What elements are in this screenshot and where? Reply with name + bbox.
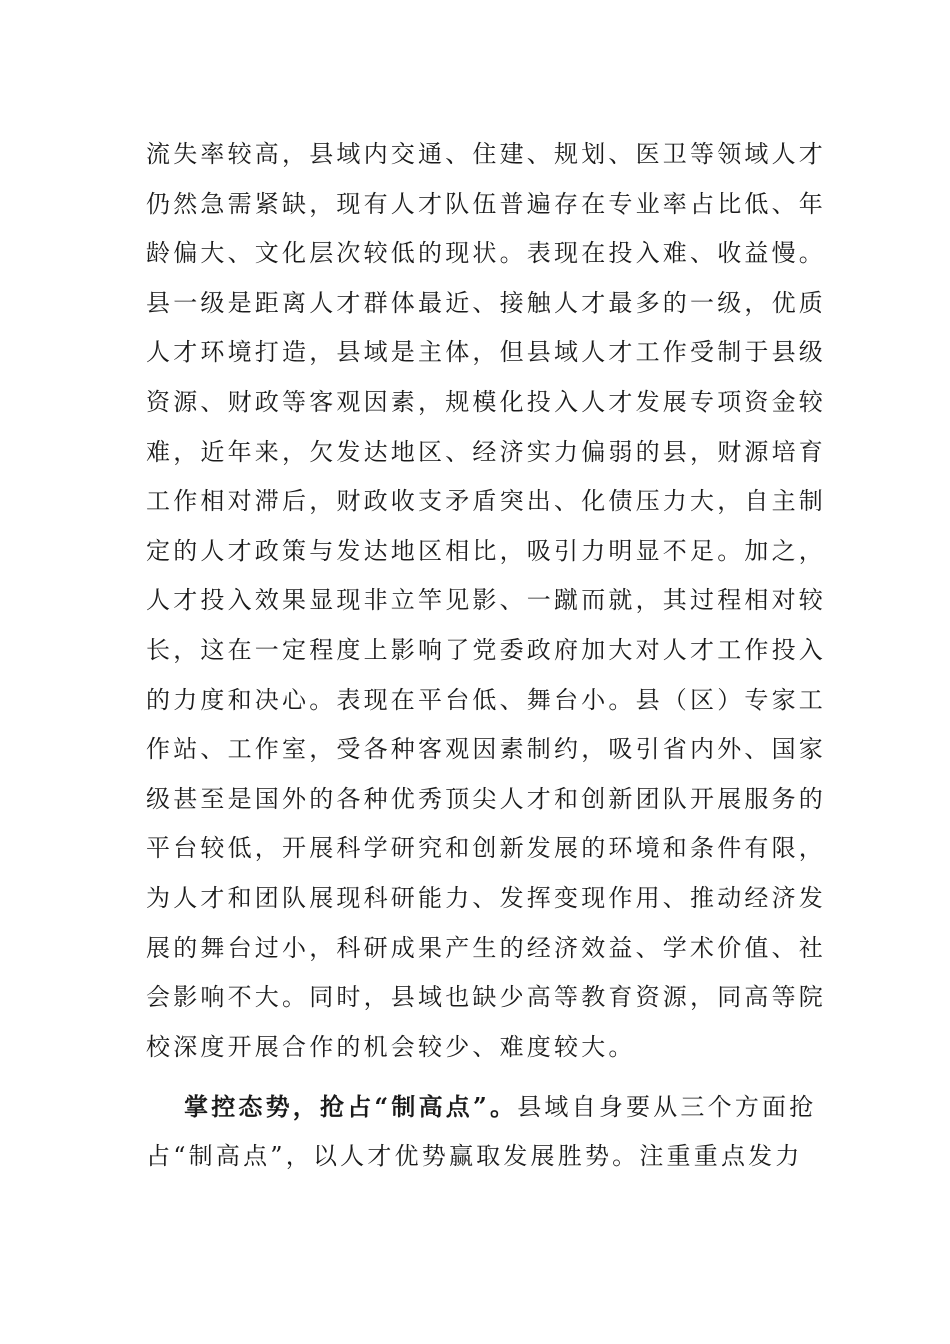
text-line: 的力度和决心。表现在平台低、舞台小。县（区）专家工 (146, 685, 826, 714)
text-line: 平台较低，开展科学研究和创新发展的环境和条件有限， (146, 834, 826, 863)
text-line: 人才环境打造，县域是主体，但县域人才工作受制于县级 (146, 338, 826, 367)
paragraph-heading: 掌控态势，抢占“制高点”。 (184, 1092, 518, 1122)
text-line: 占“制高点”，以人才优势赢取发展胜势。注重重点发力 (146, 1141, 803, 1170)
text-line: 校深度开展合作的机会较少、难度较大。 (146, 1032, 636, 1061)
text-line: 资源、财政等客观因素，规模化投入人才发展专项资金较 (146, 387, 826, 416)
text-line: 难，近年来，欠发达地区、经济实力偏弱的县，财源培育 (146, 437, 826, 466)
text-line: 人才投入效果显现非立竿见影、一蹴而就，其过程相对较 (146, 586, 826, 615)
paragraph-lead-text: 县域自身要从三个方面抢 (517, 1093, 817, 1122)
text-line: 龄偏大、文化层次较低的现状。表现在投入难、收益慢。 (146, 239, 826, 268)
paragraph-gap (146, 1072, 806, 1082)
text-line: 县一级是距离人才群体最近、接触人才最多的一级，优质 (146, 288, 826, 317)
paragraph-lead-line (146, 1082, 817, 1132)
text-line: 展的舞台过小，科研成果产生的经济效益、学术价值、社 (146, 933, 826, 962)
text-line: 流失率较高，县域内交通、住建、规划、医卫等领域人才 (146, 140, 826, 168)
text-line: 为人才和团队展现科研能力、发挥变现作用、推动经济发 (146, 883, 826, 912)
text-line: 定的人才政策与发达地区相比，吸引力明显不足。加之， (146, 536, 826, 565)
text-line: 仍然急需紧缺，现有人才队伍普遍存在专业率占比低、年 (146, 189, 826, 218)
text-line: 长，这在一定程度上影响了党委政府加大对人才工作投入 (146, 635, 826, 664)
body-text (146, 130, 826, 1181)
text-line: 级甚至是国外的各种优秀顶尖人才和创新团队开展服务的 (146, 784, 826, 813)
text-line: 作站、工作室，受各种客观因素制约，吸引省内外、国家 (146, 735, 826, 764)
text-line: 会影响不大。同时，县域也缺少高等教育资源，同高等院 (146, 983, 826, 1012)
text-line: 工作相对滞后，财政收支矛盾突出、化债压力大，自主制 (146, 487, 826, 516)
